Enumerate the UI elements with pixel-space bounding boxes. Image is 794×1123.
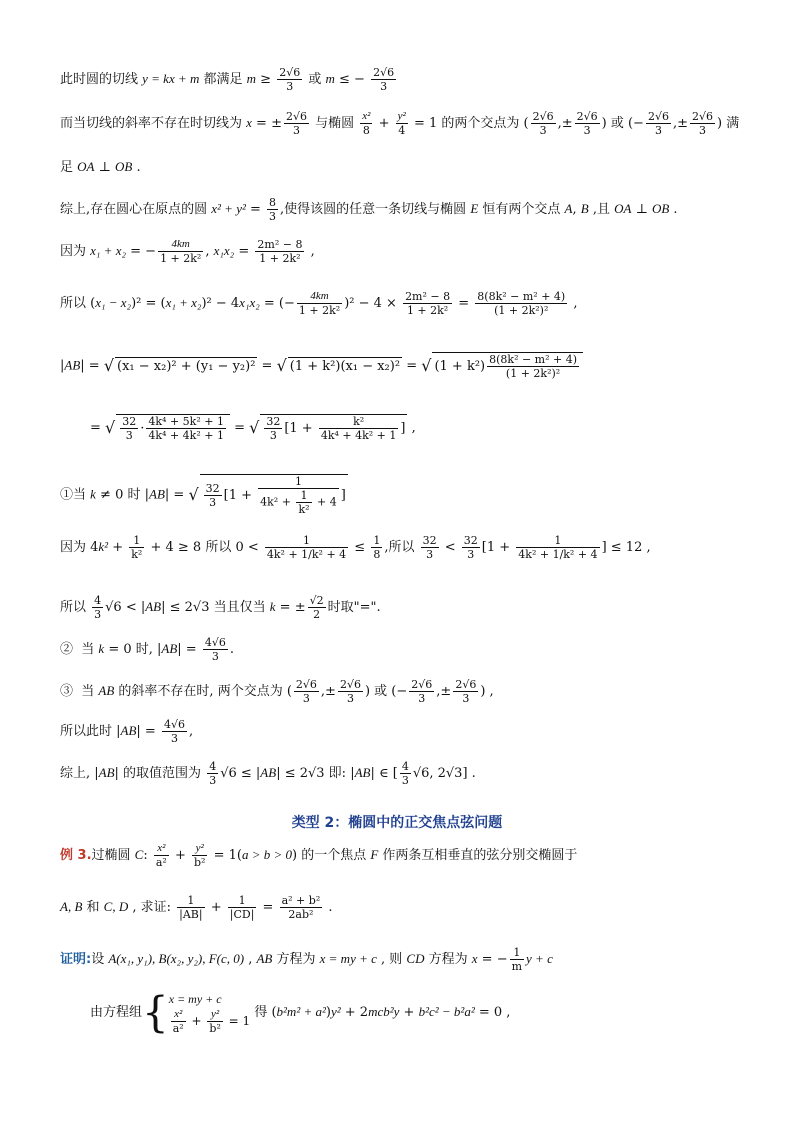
text-line-11: 所以 $\frac{4}{3}$ √6 < |AB| ≤ 2√3 当且仅当 k = ± $\frac{√2}{2}$ 时取"=". xyxy=(60,594,381,621)
text-line-6: 所以 (x₁ − x₂)² = (x₁ + x₂)² − 4x₁x₂ = (− $\frac{4km}{\text{1 + 2k²}}$ )² − 4 × $\frac{\text{2m² − 8}}{\text{1 + 2k²}}$ = $\frac{\text{8(8k² − m² + 4)}}{\text{(1 + 2k²)²}}$ , xyxy=(60,290,578,317)
proof-system: 由方程组{ x = my + c $\frac{\text{x²}}{\text{a²}}$ + $\frac{\text{y²}}{\text{b²}}$ = 1 得 (b²m² + a²)y² + 2mcb²y + b²c² − b²a² = 0 , xyxy=(90,987,511,1037)
text-line-4: 综上,存在圆心在原点的圆 x² + y² = $\frac{8}{3}$ ,使得该圆的任意一条切线与椭圆 E 恒有两个交点 A, B ,且 OA ⊥ OB . xyxy=(60,196,678,223)
text-line-7: |AB| = √ (x₁ − x₂)² + (y₁ − y₂)² = √ (1 + k²)(x₁ − x₂)² = √ (1 + k²) $\frac{\text{8(8k² − m² + 4)}}{\text{(1 + 2k²)²}}$ xyxy=(60,352,583,380)
text-line-1: 此时圆的切线 y = kx + m 都满足 m ≥ $\frac{2√6}{3}$ 或 m ≤ − $\frac{2√6}{3}$ xyxy=(60,66,395,93)
text-line-12: ② 当 k = 0 时, |AB| = $\frac{4√6}{3}$ . xyxy=(60,636,234,663)
text-line-2: 而当切线的斜率不存在时切线为 x = ± $\frac{2√6}{3}$ 与椭圆 $\frac{\text{x²}}{8}$ + $\frac{\text{y²}}{4}$ = 1 的两个交点为 ( $\frac{2√6}{3}$ ,± $\frac{2√6}{3}$ ) 或 (− $\frac{2√6}{3}$ ,± $\frac{2√6}{3}$ ) 满 xyxy=(60,110,740,137)
text-line-3: 足 OA ⊥ OB . xyxy=(60,159,141,175)
proof-line-1: 证明:设 A(x₁, y₁), B(x₂, y₂), F(c, 0) , AB 方程为 x = my + c , 则 CD 方程为 x = − $\frac{1}{m}$ y + c xyxy=(60,946,553,973)
example-3-line-1: 例 3.过椭圆 C: $\frac{\text{x²}}{\text{a²}}$ + $\frac{\text{y²}}{\text{b²}}$ = 1(a > b > 0) 的一个焦点 F 作两条互相垂直的弦分别交椭圆于 xyxy=(60,842,578,869)
text-line-14: 所以此时 |AB| = $\frac{4√6}{3}$ , xyxy=(60,718,194,745)
example-label: 例 3. xyxy=(60,848,92,863)
text-line-9: ①当 k ≠ 0 时 |AB| = √ $\frac{32}{3}$ [1 + 1 4k² + $\frac{1}{\text{k²}}$ + 4 ] xyxy=(60,475,346,516)
text-line-10: 因为 4k² + $\frac{1}{\text{k²}}$ + 4 ≥ 8 所以 0 < $\frac{1}{\text{4k² + 1/k² + 4}}$ ≤ $\frac{1}{8}$ ,所以 $\frac{32}{3}$ < $\frac{32}{3}$ [1 + $\frac{1}{\text{4k² + 1/k² + 4}}$ ] ≤ 12 , xyxy=(60,534,651,561)
text-line-8: = √ $\frac{32}{3}$ · $\frac{\text{4k⁴ + 5k² + 1}}{\text{4k⁴ + 4k² + 1}}$ = √ $\frac{32}{3}$ [1 + $\frac{\text{k²}}{\text{4k⁴ + 4k² + 1}}$ ] , xyxy=(90,415,416,442)
text-line-15: 综上, |AB| 的取值范围为 $\frac{4}{3}$ √6 ≤ |AB| ≤ 2√3 即: |AB| ∈ [ $\frac{4}{3}$ √6, 2√3] . xyxy=(60,760,476,787)
section-heading: 类型 2：椭圆中的正交焦点弦问题 xyxy=(291,815,503,831)
text-line-13: ③ 当 AB 的斜率不存在时, 两个交点为 ( $\frac{2√6}{3}$ ,± $\frac{2√6}{3}$ ) 或 (− $\frac{2√6}{3}$ ,± $\frac{2√6}{3}$ ) , xyxy=(60,678,494,705)
proof-label: 证明: xyxy=(60,952,92,967)
example-3-line-2: A, B 和 C, D , 求证: $\frac{1}{|AB|}$ + $\frac{1}{|CD|}$ = $\frac{\text{a² + b²}}{\text{2ab²}}$ . xyxy=(60,894,333,921)
text-line-5: 因为 x₁ + x₂ = − $\frac{4km}{\text{1 + 2k²}}$ , x₁x₂ = $\frac{\text{2m² − 8}}{\text{1 + 2k²}}$ , xyxy=(60,238,315,265)
system-eq-1: x = my + c xyxy=(168,992,222,1006)
system-lead: 由方程组 xyxy=(90,1005,143,1020)
